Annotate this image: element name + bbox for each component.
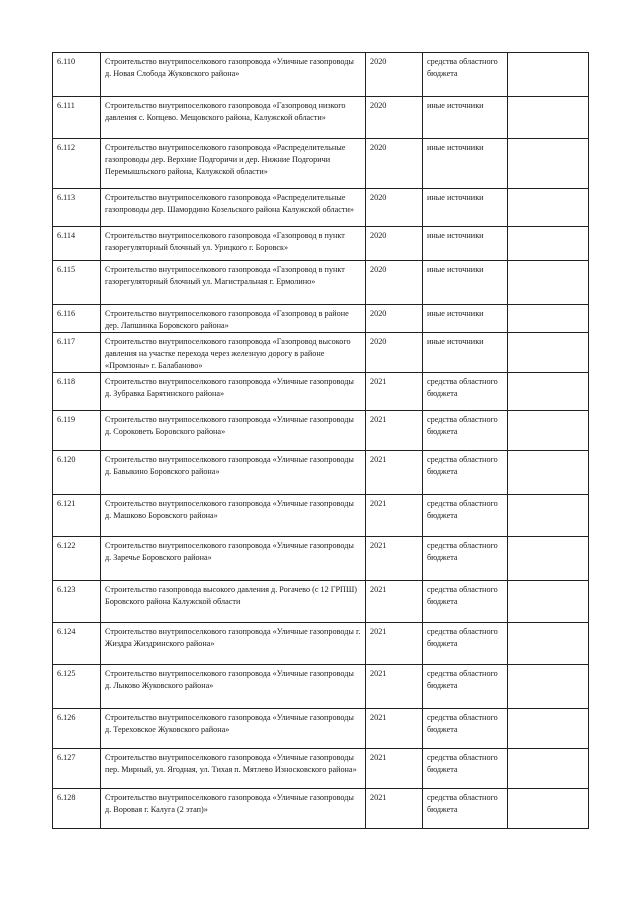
row-number: 6.117 bbox=[53, 333, 101, 373]
table-row bbox=[53, 373, 589, 411]
empty-cell bbox=[508, 709, 589, 749]
empty-cell bbox=[508, 749, 589, 789]
funding-source: иные источники bbox=[423, 333, 508, 373]
table-row bbox=[53, 189, 589, 227]
object-name: Строительство внутрипоселкового газопровода «Уличные газопроводы д. Воровая г. Калуга (2 этап)» bbox=[101, 789, 366, 829]
year-cell: 2021 bbox=[366, 581, 423, 623]
table-row bbox=[53, 227, 589, 261]
year-cell: 2020 bbox=[366, 261, 423, 305]
empty-cell bbox=[508, 227, 589, 261]
object-name: Строительство внутрипоселкового газопровода «Уличные газопроводы пер. Мирный, ул. Ягодная, ул. Тихая п. Мятлево Износковского района» bbox=[101, 749, 366, 789]
table-row bbox=[53, 97, 589, 139]
empty-cell bbox=[508, 139, 589, 189]
row-number: 6.120 bbox=[53, 451, 101, 495]
empty-cell bbox=[508, 665, 589, 709]
year-cell: 2021 bbox=[366, 495, 423, 537]
empty-cell bbox=[508, 581, 589, 623]
empty-cell bbox=[508, 305, 589, 333]
year-cell: 2020 bbox=[366, 97, 423, 139]
row-number: 6.125 bbox=[53, 665, 101, 709]
row-number: 6.122 bbox=[53, 537, 101, 581]
table-row bbox=[53, 305, 589, 333]
year-cell: 2021 bbox=[366, 623, 423, 665]
empty-cell bbox=[508, 537, 589, 581]
year-cell: 2020 bbox=[366, 227, 423, 261]
empty-cell bbox=[508, 333, 589, 373]
funding-source: иные источники bbox=[423, 305, 508, 333]
object-name: Строительство внутрипоселкового газопровода «Уличные газопроводы г. Жиздра Жиздринского района» bbox=[101, 623, 366, 665]
year-cell: 2020 bbox=[366, 189, 423, 227]
year-cell: 2020 bbox=[366, 53, 423, 97]
table-row bbox=[53, 451, 589, 495]
funding-source: средства областного бюджета bbox=[423, 537, 508, 581]
row-number: 6.116 bbox=[53, 305, 101, 333]
empty-cell bbox=[508, 789, 589, 829]
row-number: 6.110 bbox=[53, 53, 101, 97]
object-name: Строительство внутрипоселкового газопровода «Газопровод в пункт газорегуляторный блочный ул. Магистральная г. Ермолино» bbox=[101, 261, 366, 305]
program-table bbox=[52, 52, 589, 829]
row-number: 6.121 bbox=[53, 495, 101, 537]
table-row bbox=[53, 537, 589, 581]
row-number: 6.114 bbox=[53, 227, 101, 261]
object-name: Строительство внутрипоселкового газопровода «Газопровод высокого давления на участке перехода через железную дорогу в районе «Промзоны» г. Балабаново» bbox=[101, 333, 366, 373]
row-number: 6.111 bbox=[53, 97, 101, 139]
empty-cell bbox=[508, 451, 589, 495]
empty-cell bbox=[508, 261, 589, 305]
row-number: 6.118 bbox=[53, 373, 101, 411]
empty-cell bbox=[508, 97, 589, 139]
table-row bbox=[53, 789, 589, 829]
table-row bbox=[53, 581, 589, 623]
funding-source: средства областного бюджета bbox=[423, 373, 508, 411]
table-row bbox=[53, 333, 589, 373]
year-cell: 2021 bbox=[366, 789, 423, 829]
funding-source: средства областного бюджета bbox=[423, 581, 508, 623]
funding-source: средства областного бюджета bbox=[423, 709, 508, 749]
table-row bbox=[53, 495, 589, 537]
funding-source: средства областного бюджета bbox=[423, 789, 508, 829]
row-number: 6.112 bbox=[53, 139, 101, 189]
row-number: 6.124 bbox=[53, 623, 101, 665]
object-name: Строительство внутрипоселкового газопровода «Газопровод низкого давления с. Копцево. Мещовского района, Калужской области» bbox=[101, 97, 366, 139]
year-cell: 2021 bbox=[366, 537, 423, 581]
funding-source: средства областного бюджета bbox=[423, 665, 508, 709]
object-name: Строительство внутрипоселкового газопровода «Уличные газопроводы д. Новая Слобода Жуковского района» bbox=[101, 53, 366, 97]
table-row bbox=[53, 709, 589, 749]
year-cell: 2021 bbox=[366, 451, 423, 495]
table-row bbox=[53, 623, 589, 665]
object-name: Строительство внутрипоселкового газопровода «Уличные газопроводы д. Лыково Жуковского района» bbox=[101, 665, 366, 709]
funding-source: средства областного бюджета bbox=[423, 411, 508, 451]
year-cell: 2021 bbox=[366, 665, 423, 709]
table-row bbox=[53, 53, 589, 97]
object-name: Строительство внутрипоселкового газопровода «Уличные газопроводы д. Заречье Боровского района» bbox=[101, 537, 366, 581]
table-row bbox=[53, 139, 589, 189]
funding-source: средства областного бюджета bbox=[423, 451, 508, 495]
funding-source: средства областного бюджета bbox=[423, 749, 508, 789]
funding-source: иные источники bbox=[423, 227, 508, 261]
object-name: Строительство внутрипоселкового газопровода «Уличные газопроводы д. Сороковеть Боровского района» bbox=[101, 411, 366, 451]
object-name: Строительство внутрипоселкового газопровода «Распределительные газопроводы дер. Верхние Подгоричи и дер. Нижние Подгоричи Перемышльского района, Калужской области» bbox=[101, 139, 366, 189]
funding-source: средства областного бюджета bbox=[423, 623, 508, 665]
table-row bbox=[53, 411, 589, 451]
table-row bbox=[53, 749, 589, 789]
funding-source: иные источники bbox=[423, 189, 508, 227]
object-name: Строительство внутрипоселкового газопровода «Газопровод в пункт газорегуляторный блочный ул. Урицкого г. Боровск» bbox=[101, 227, 366, 261]
funding-source: средства областного бюджета bbox=[423, 495, 508, 537]
year-cell: 2021 bbox=[366, 709, 423, 749]
year-cell: 2021 bbox=[366, 411, 423, 451]
object-name: Строительство внутрипоселкового газопровода «Уличные газопроводы д. Машково Боровского района» bbox=[101, 495, 366, 537]
object-name: Строительство внутрипоселкового газопровода «Распределительные газопроводы дер. Шамордино Козельского района Калужской области» bbox=[101, 189, 366, 227]
row-number: 6.115 bbox=[53, 261, 101, 305]
empty-cell bbox=[508, 53, 589, 97]
table-row bbox=[53, 261, 589, 305]
object-name: Строительство внутрипоселкового газопровода «Газопровод в районе дер. Лапшинка Боровского района» bbox=[101, 305, 366, 333]
funding-source: иные источники bbox=[423, 261, 508, 305]
row-number: 6.127 bbox=[53, 749, 101, 789]
object-name: Строительство газопровода высокого давления д. Рогачево (с 12 ГРПШ) Боровского района Калужской области bbox=[101, 581, 366, 623]
row-number: 6.126 bbox=[53, 709, 101, 749]
empty-cell bbox=[508, 623, 589, 665]
row-number: 6.119 bbox=[53, 411, 101, 451]
year-cell: 2020 bbox=[366, 333, 423, 373]
empty-cell bbox=[508, 411, 589, 451]
year-cell: 2021 bbox=[366, 373, 423, 411]
year-cell: 2020 bbox=[366, 305, 423, 333]
funding-source: средства областного бюджета bbox=[423, 53, 508, 97]
object-name: Строительство внутрипоселкового газопровода «Уличные газопроводы д. Тереховское Жуковского района» bbox=[101, 709, 366, 749]
object-name: Строительство внутрипоселкового газопровода «Уличные газопроводы д. Зубравка Барятинского района» bbox=[101, 373, 366, 411]
empty-cell bbox=[508, 189, 589, 227]
table-row bbox=[53, 665, 589, 709]
year-cell: 2021 bbox=[366, 749, 423, 789]
row-number: 6.113 bbox=[53, 189, 101, 227]
row-number: 6.123 bbox=[53, 581, 101, 623]
object-name: Строительство внутрипоселкового газопровода «Уличные газопроводы д. Бавыкино Боровского района» bbox=[101, 451, 366, 495]
empty-cell bbox=[508, 495, 589, 537]
funding-source: иные источники bbox=[423, 97, 508, 139]
year-cell: 2020 bbox=[366, 139, 423, 189]
empty-cell bbox=[508, 373, 589, 411]
row-number: 6.128 bbox=[53, 789, 101, 829]
funding-source: иные источники bbox=[423, 139, 508, 189]
